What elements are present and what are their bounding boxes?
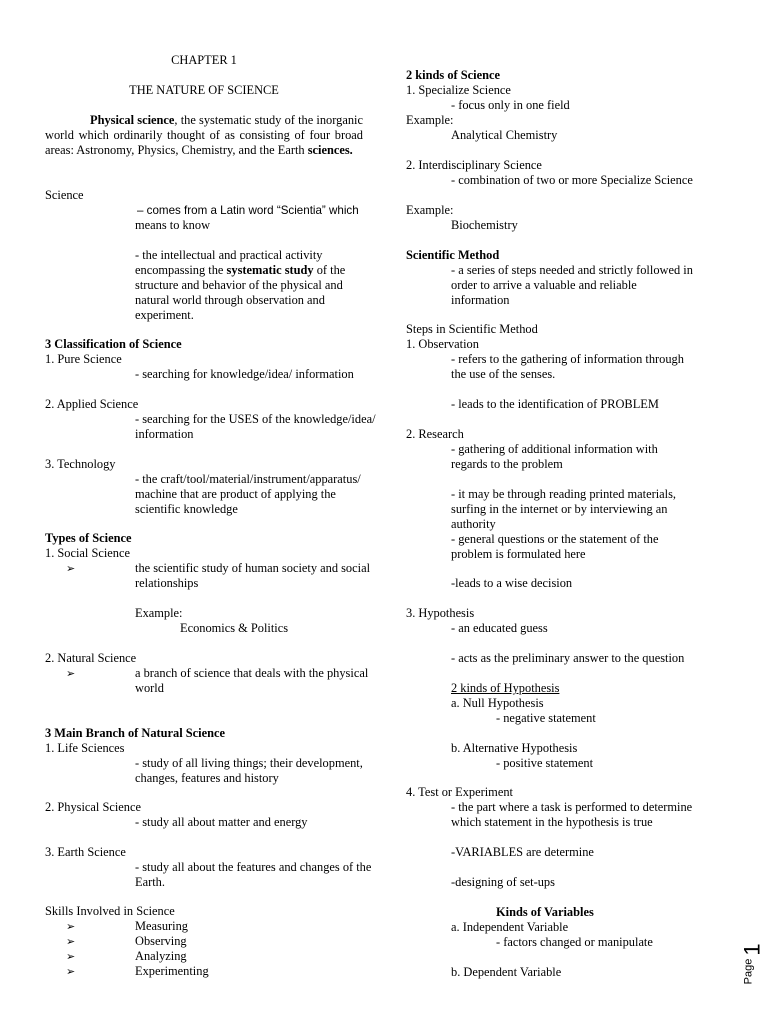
social-science: 1. Social Science [45,546,130,560]
life-desc-2: changes, features and history [135,771,279,785]
intro-paragraph [45,113,363,158]
skill-item: Experimenting [135,964,209,978]
natural-desc-1: a branch of science that deals with the physical [135,666,369,680]
intro-end: sciences. [307,143,353,157]
page-number-value: 1 [739,943,765,956]
obs-desc-3: - leads to the identification of PROBLEM [451,397,659,411]
obs-desc-1: - refers to the gathering of information through [451,352,684,366]
obs-desc-2: the use of the senses. [451,367,556,381]
method-desc-2: order to arrive a valuable and reliable [451,278,637,292]
interdisciplinary-science: 2. Interdisciplinary Science [406,158,542,172]
steps-heading: Steps in Scientific Method [406,322,538,336]
test-experiment: 4. Test or Experiment [406,785,513,799]
arrow-bullet-icon: ➢ [66,950,76,963]
systematic-study-emphasis: systematic study [226,263,314,277]
arrow-bullet-icon: ➢ [66,935,76,948]
hyp-desc-1: - an educated guess [451,621,548,635]
life-sciences: 1. Life Sciences [45,741,125,755]
natural-science: 2. Natural Science [45,651,137,665]
pure-science-desc: - searching for knowledge/idea/ information [135,367,354,381]
arrow-bullet-icon: ➢ [66,920,76,933]
example-2-label: Example: [406,203,454,217]
test-desc-4: -designing of set-ups [451,875,555,889]
tech-desc-2: machine that are product of applying the [135,487,336,501]
natural-desc-2: world [135,681,164,695]
res-desc-8: -leads to a wise decision [451,576,573,590]
page-label: Page [742,958,755,985]
specialize-desc: - focus only in one field [451,98,570,112]
test-desc-3: -VARIABLES are determine [451,845,594,859]
chapter-number: CHAPTER 1 [171,53,237,67]
chapter-title: THE NATURE OF SCIENCE [129,83,279,97]
intro-text: , the systematic study of the inorganic world which ordinarily thought of as consisting of four broad areas: Astronomy, Physics, Chemistry, and the Earth [45,113,363,157]
physical-science: 2. Physical Science [45,800,142,814]
branch-heading: 3 Main Branch of Natural Science [45,726,225,740]
alt-desc: - positive statement [496,756,594,770]
hyp-kinds-heading: 2 kinds of Hypothesis [451,681,560,695]
technology: 3. Technology [45,457,116,471]
science-def-line-1: - the intellectual and practical activity [135,248,323,262]
dependent-variable: b. Dependent Variable [451,965,562,979]
hypothesis: 3. Hypothesis [406,606,475,620]
life-desc-1: - study of all living things; their development, [135,756,363,770]
res-desc-7: problem is formulated here [451,547,586,561]
skill-item: Analyzing [135,949,187,963]
social-example-label: Example: [135,606,183,620]
earth-desc-1: - study all about the features and changes of the [135,860,372,874]
arrow-bullet-icon: ➢ [66,562,76,575]
specialize-science: 1. Specialize Science [406,83,511,97]
applied-science: 2. Applied Science [45,397,139,411]
hyp-desc-2: - acts as the preliminary answer to the question [451,651,685,665]
method-heading: Scientific Method [406,248,500,262]
social-desc-1: the scientific study of human society and social [135,561,371,575]
example-2: Biochemistry [451,218,518,232]
earth-desc-2: Earth. [135,875,165,889]
res-desc-1: - gathering of additional information with [451,442,658,456]
social-desc-2: relationships [135,576,199,590]
arrow-bullet-icon: ➢ [66,667,76,680]
science-latin-line-2: means to know [135,218,211,232]
test-desc-2: which statement in the hypothesis is true [451,815,653,829]
arrow-bullet-icon: ➢ [66,965,76,978]
pure-science: 1. Pure Science [45,352,122,366]
social-example: Economics & Politics [180,621,289,635]
tech-desc-1: - the craft/tool/material/instrument/apparatus/ [135,472,361,486]
variables-heading: Kinds of Variables [496,905,594,919]
page-number [739,942,765,986]
classification-heading: 3 Classification of Science [45,337,182,351]
interdisciplinary-desc: - combination of two or more Specialize Science [451,173,693,187]
types-heading: Types of Science [45,531,132,545]
observation: 1. Observation [406,337,479,351]
test-desc-1: - the part where a task is performed to determine [451,800,693,814]
research: 2. Research [406,427,464,441]
tech-desc-3: scientific knowledge [135,502,238,516]
independent-variable: a. Independent Variable [451,920,569,934]
independent-desc: - factors changed or manipulate [496,935,653,949]
null-hypothesis: a. Null Hypothesis [451,696,544,710]
alt-hypothesis: b. Alternative Hypothesis [451,741,578,755]
science-heading: Science [45,188,84,202]
physical-desc: - study all about matter and energy [135,815,308,829]
res-desc-3: - it may be through reading printed materials, [451,487,677,501]
science-def-line-5: experiment. [135,308,194,322]
example-1-label: Example: [406,113,454,127]
intro-term: Physical science [90,113,175,127]
skill-item: Observing [135,934,187,948]
res-desc-2: regards to the problem [451,457,563,471]
method-desc-1: - a series of steps needed and strictly followed in [451,263,693,277]
null-desc: - negative statement [496,711,596,725]
applied-desc-2: information [135,427,194,441]
kinds-heading: 2 kinds of Science [406,68,500,82]
science-def-line-3: structure and behavior of the physical and [135,278,343,292]
skills-heading: Skills Involved in Science [45,904,175,918]
res-desc-5: authority [451,517,496,531]
res-desc-6: - general questions or the statement of the [451,532,659,546]
science-latin-line: – comes from a Latin word “Scientia” which [137,204,359,217]
science-def-line-2: encompassing the systematic study of the [135,263,346,277]
applied-desc-1: - searching for the USES of the knowledge/idea/ [135,412,376,426]
science-def-line-4: natural world through observation and [135,293,325,307]
earth-science: 3. Earth Science [45,845,126,859]
res-desc-4: surfing in the internet or by interviewing an [451,502,668,516]
skill-item: Measuring [135,919,188,933]
example-1: Analytical Chemistry [451,128,558,142]
method-desc-3: information [451,293,510,307]
